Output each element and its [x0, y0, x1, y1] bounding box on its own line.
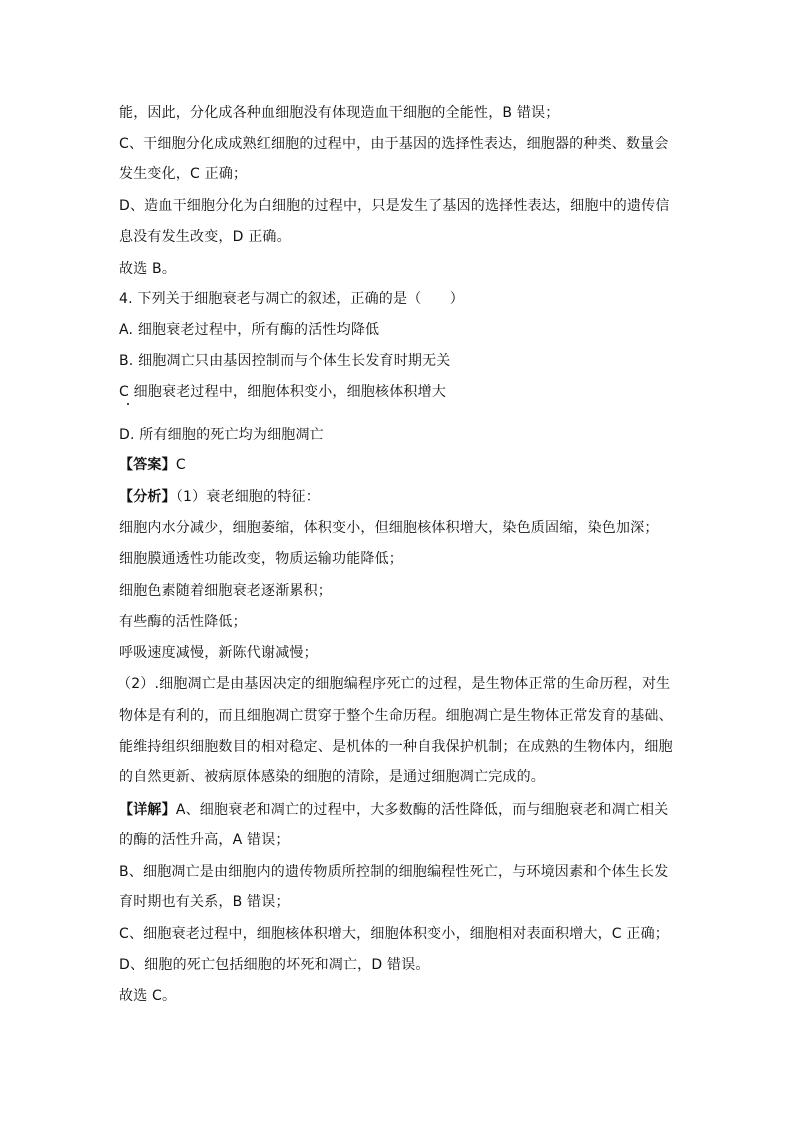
detail-text-4: 育时期也有关系，B 错误；: [119, 894, 290, 910]
analysis-text-2: 细胞膜通透性功能改变，物质运输功能降低；: [119, 551, 403, 567]
analysis-text-8: 能维持组织细胞数目的相对稳定、是机体的一种自我保护机制；在成熟的生物体内，细胞: [119, 739, 673, 755]
option-d: D. 所有细胞的死亡均为细胞凋亡: [119, 427, 324, 443]
detail-label: 【详解】: [119, 802, 176, 818]
analysis-text-7: 物体是有利的，而且细胞凋亡贯穿于整个生命历程。细胞凋亡是生物体正常发育的基础、: [119, 708, 673, 724]
conclusion-text: 故选 C。: [119, 988, 177, 1004]
option-a: A. 细胞衰老过程中，所有酶的活性均降低: [119, 322, 380, 338]
analysis-text-6: （2）.细胞凋亡是由基因决定的细胞编程序死亡的过程，是生物体正常的生命历程，对生: [117, 676, 671, 692]
analysis-line: [119, 487, 679, 507]
answer-line: [119, 455, 679, 475]
analysis-text-5: 呼吸速度减慢，新陈代谢减慢；: [119, 645, 318, 661]
text-line-6: 故选 B。: [119, 261, 177, 277]
detail-text-1: A、细胞衰老和凋亡的过程中，大多数酶的活性降低，而与细胞衰老和凋亡相关: [175, 802, 669, 818]
analysis-text-9: 的自然更新、被病原体感染的细胞的清除，是通过细胞凋亡完成的。: [119, 769, 545, 785]
option-b: B. 细胞凋亡只由基因控制而与个体生长发育时期无关: [119, 353, 451, 369]
analysis-heading: （1）衰老细胞的特征：: [175, 489, 320, 505]
stray-dot: [127, 403, 129, 405]
text-line-5: 息没有发生改变，D 正确。: [119, 229, 291, 245]
detail-line: [119, 800, 679, 820]
text-line-4: D、造血干细胞分化为白细胞的过程中，只是发生了基因的选择性表达，细胞中的遗传信: [119, 198, 670, 214]
text-line-3: 发生变化，C 正确；: [119, 166, 248, 182]
detail-text-5: C、细胞衰老过程中，细胞核体积增大，细胞体积变小，细胞相对表面积增大，C 正确；: [119, 926, 669, 942]
analysis-text-1: 细胞内水分减少，细胞萎缩，体积变小，但细胞核体积增大，染色质固缩，染色加深；: [119, 520, 659, 536]
text-line-1: 能，因此，分化成各种血细胞没有体现造血干细胞的全能性，B 错误；: [119, 105, 560, 121]
answer-value: C: [175, 457, 186, 473]
analysis-text-4: 有些酶的活性降低；: [119, 614, 247, 630]
analysis-text-3: 细胞色素随着细胞衰老逐渐累积；: [119, 583, 332, 599]
text-line-2: C、干细胞分化成成熟红细胞的过程中，由于基因的选择性表达，细胞器的种类、数量会: [119, 136, 669, 152]
option-c: C 细胞衰老过程中，细胞体积变小，细胞核体积增大: [119, 384, 447, 400]
detail-text-6: D、细胞的死亡包括细胞的坏死和凋亡，D 错误。: [119, 957, 430, 973]
detail-text-2: 的酶的活性升高，A 错误；: [119, 832, 290, 848]
answer-label: 【答案】: [119, 457, 176, 473]
detail-text-3: B、细胞凋亡是由细胞内的遗传物质所控制的细胞编程性死亡，与环境因素和个体生长发: [119, 864, 669, 880]
analysis-label: 【分析】: [119, 489, 176, 505]
question-stem: 4. 下列关于细胞衰老与凋亡的叙述，正确的是（ ）: [119, 291, 465, 307]
